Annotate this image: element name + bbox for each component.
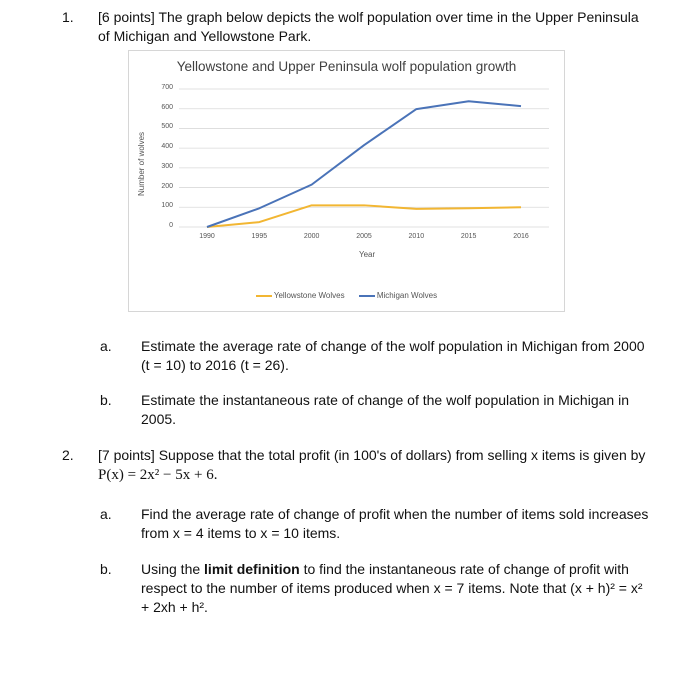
q1a-line2: (t = 10) to 2016 (t = 26). (141, 357, 289, 373)
x-tick-label: 1995 (251, 233, 268, 240)
legend-swatch-michigan (359, 295, 375, 297)
wolf-population-chart (128, 50, 565, 312)
y-tick-label: 600 (161, 103, 173, 111)
y-axis-label: Number of wolves (137, 131, 146, 196)
question-2-number: 2. (62, 447, 74, 463)
question-2-line1: Suppose that the total profit (in 100's of dollars) from selling x items is given by (158, 447, 646, 463)
series-line-yellowstone (207, 205, 521, 227)
legend-label-yellowstone: Yellowstone Wolves (273, 291, 345, 300)
legend-michigan (359, 291, 437, 300)
x-tick-label: 2015 (460, 233, 477, 240)
q2b-line1-post: to find the instantaneous rate of change of profit with (299, 561, 629, 577)
chart-title: Yellowstone and Upper Peninsula wolf population growth (176, 59, 517, 74)
question-2-points: [7 points] (98, 447, 155, 463)
q1a-line1: Estimate the average rate of change of the wolf population in Michigan from 2000 (141, 338, 645, 354)
q2b-text (141, 560, 671, 617)
q2b-line1-bold: limit definition (204, 561, 300, 577)
x-tick-label: 2016 (513, 233, 529, 240)
question-1-line1: The graph below depicts the wolf population over time in the Upper Peninsula (158, 9, 639, 25)
question-2-text (98, 446, 658, 485)
q2b-label: b. (100, 561, 112, 577)
q2a-text (141, 505, 671, 543)
x-tick-label: 2010 (408, 233, 425, 240)
question-1-line2: of Michigan and Yellowstone Park. (98, 28, 312, 44)
y-tick-label: 700 (161, 84, 173, 91)
legend-yellowstone (256, 291, 345, 300)
q1b-line2: 2005. (141, 411, 177, 427)
q1a-text (141, 337, 661, 375)
q2b-line2: respect to the number of items produced when x = 7 items. Note that (x + h)² = x² (141, 580, 643, 596)
y-tick-label: 400 (161, 143, 173, 151)
q2a-line2: from x = 4 items to x = 10 items. (141, 525, 341, 541)
y-tick-label: 200 (161, 182, 173, 190)
q1b-line1: Estimate the instantaneous rate of change of the wolf population in Michigan in (141, 392, 629, 408)
y-tick-label: 100 (161, 202, 173, 210)
q2a-line1: Find the average rate of change of profit when the number of items sold increases (141, 506, 649, 522)
chart-legend (129, 291, 564, 300)
y-tick-label: 300 (161, 162, 173, 170)
question-1-points: [6 points] (98, 9, 155, 25)
q2b-line3: + 2xh + h². (141, 599, 208, 615)
x-tick-label: 1990 (199, 233, 215, 240)
q2a-label: a. (100, 506, 112, 522)
question-1-number: 1. (62, 9, 74, 25)
legend-swatch-yellowstone (256, 295, 272, 297)
x-tick-label: 2005 (356, 233, 372, 240)
q2b-line1-pre: Using the (141, 561, 205, 577)
q1a-label: a. (100, 338, 112, 354)
x-tick-label: 2000 (303, 233, 320, 240)
x-axis-label: Year (359, 250, 376, 259)
q1b-label: b. (100, 392, 112, 408)
question-1-text (98, 8, 658, 46)
q1b-text (141, 391, 661, 429)
y-tick-label: 0 (169, 222, 173, 229)
y-tick-label: 500 (161, 123, 173, 131)
profit-formula: P(x) = 2x² − 5x + 6. (98, 467, 218, 483)
legend-label-michigan: Michigan Wolves (376, 291, 438, 300)
chart-plot (129, 51, 564, 311)
